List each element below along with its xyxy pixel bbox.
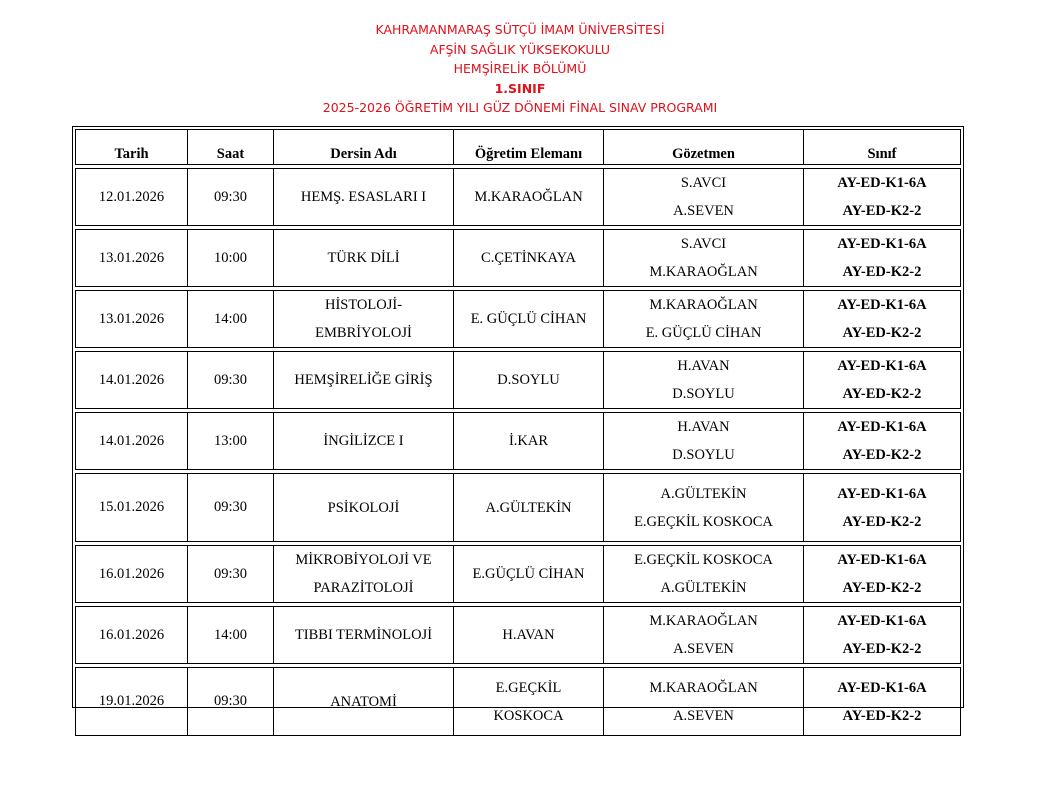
column-header-ogretim-elemani: Öğretim Elemanı (453, 129, 603, 165)
proctor-line: A.SEVEN (673, 203, 734, 219)
course-cell (273, 606, 453, 664)
instructor-cell (453, 229, 603, 287)
room-cell (803, 290, 961, 348)
date-cell: 12.01.2026 (75, 168, 187, 226)
time-cell: 14:00 (187, 606, 273, 664)
instructor-cell (453, 351, 603, 409)
department-name: HEMŞİRELİK BÖLÜMÜ (453, 61, 587, 76)
course-cell (273, 168, 453, 226)
time-cell: 09:30 (187, 545, 273, 603)
time-cell: 14:00 (187, 290, 273, 348)
room-cell (803, 351, 961, 409)
table-row (75, 351, 961, 409)
room-cell (803, 667, 961, 736)
date-cell: 13.01.2026 (75, 290, 187, 348)
room-cell (803, 229, 961, 287)
date-cell: 16.01.2026 (75, 545, 187, 603)
proctor-line: D.SOYLU (672, 447, 735, 463)
room-line: AY-ED-K2-2 (842, 386, 922, 402)
proctor-line: S.AVCI (680, 175, 727, 191)
exam-schedule-table-frame (72, 126, 964, 724)
instructor-line: C.ÇETİNKAYA (481, 250, 576, 266)
class-level: 1.SINIF (494, 80, 546, 96)
instructor-cell (453, 168, 603, 226)
proctor-line: E.GEÇKİL KOSKOCA (634, 513, 773, 530)
proctor-line: A.SEVEN (673, 641, 734, 657)
time-cell: 09:30 (187, 473, 273, 542)
room-line: AY-ED-K2-2 (842, 580, 922, 596)
proctor-line: A.GÜLTEKİN (660, 485, 747, 502)
column-header-sinif: Sınıf (803, 129, 961, 165)
instructor-cell (453, 545, 603, 603)
course-cell (273, 473, 453, 542)
proctor-line: M.KARAOĞLAN (649, 264, 758, 280)
school-name: AFŞİN SAĞLIK YÜKSEKOKULU (429, 41, 611, 57)
time-cell: 09:30 (187, 351, 273, 409)
room-cell (803, 168, 961, 226)
instructor-line: KOSKOCA (493, 707, 564, 724)
table-row (75, 606, 961, 664)
course-line: PSİKOLOJİ (327, 499, 400, 516)
room-line: AY-ED-K2-2 (842, 264, 922, 280)
proctor-line: M.KARAOĞLAN (649, 679, 758, 696)
course-cell (273, 351, 453, 409)
exam-schedule-table (75, 126, 961, 739)
time-cell: 09:30 (187, 168, 273, 226)
proctor-line: A.GÜLTEKİN (660, 580, 747, 596)
university-name: KAHRAMANMARAŞ SÜTÇÜ İMAM ÜNİVERSİTESİ (375, 22, 665, 37)
proctor-cell (603, 473, 803, 542)
proctor-cell (603, 229, 803, 287)
date-cell: 16.01.2026 (75, 606, 187, 664)
proctor-cell (603, 606, 803, 664)
proctor-line: A.SEVEN (673, 707, 734, 724)
course-cell (273, 412, 453, 470)
proctor-cell (603, 168, 803, 226)
time-cell: 09:30 (187, 667, 273, 736)
instructor-cell (453, 606, 603, 664)
room-cell (803, 545, 961, 603)
table-header-row (75, 129, 961, 165)
instructor-line: A.GÜLTEKİN (485, 499, 572, 516)
proctor-line: E. GÜÇLÜ CİHAN (645, 325, 762, 341)
proctor-cell (603, 667, 803, 736)
room-line: AY-ED-K1-6A (837, 419, 927, 435)
instructor-line: İ.KAR (508, 433, 549, 449)
proctor-line: M.KARAOĞLAN (649, 297, 758, 313)
room-line: AY-ED-K1-6A (837, 613, 927, 629)
table-row (75, 168, 961, 226)
course-line: EMBRİYOLOJİ (315, 325, 412, 341)
room-line: AY-ED-K2-2 (842, 641, 922, 657)
course-line: HİSTOLOJİ- (324, 297, 403, 313)
room-line: AY-ED-K1-6A (837, 552, 927, 568)
room-line: AY-ED-K2-2 (842, 203, 922, 219)
instructor-line: M.KARAOĞLAN (474, 189, 583, 205)
room-line: AY-ED-K2-2 (842, 447, 922, 463)
instructor-cell (453, 667, 603, 736)
table-row (75, 229, 961, 287)
instructor-cell (453, 412, 603, 470)
course-line: HEMŞ. ESASLARI I (300, 189, 427, 205)
table-row (75, 667, 961, 736)
date-cell: 19.01.2026 (75, 667, 187, 736)
instructor-cell (453, 290, 603, 348)
course-cell (273, 229, 453, 287)
course-line: MİKROBİYOLOJİ VE (295, 552, 432, 568)
proctor-line: D.SOYLU (672, 386, 735, 402)
proctor-line: H.AVAN (677, 419, 730, 435)
proctor-line: E.GEÇKİL KOSKOCA (634, 552, 773, 568)
course-cell (273, 667, 453, 736)
table-row (75, 545, 961, 603)
room-line: AY-ED-K1-6A (837, 358, 927, 374)
column-header-gozetmen: Gözetmen (603, 129, 803, 165)
table-row (75, 473, 961, 542)
column-header-tarih: Tarih (75, 129, 187, 165)
table-row (75, 412, 961, 470)
room-line: AY-ED-K2-2 (842, 707, 922, 724)
date-cell: 14.01.2026 (75, 412, 187, 470)
room-line: AY-ED-K2-2 (842, 513, 922, 530)
column-header-dersin-adi: Dersin Adı (273, 129, 453, 165)
date-cell: 13.01.2026 (75, 229, 187, 287)
instructor-cell (453, 473, 603, 542)
table-row (75, 290, 961, 348)
instructor-line: H.AVAN (502, 627, 555, 643)
date-cell: 14.01.2026 (75, 351, 187, 409)
room-cell (803, 606, 961, 664)
room-line: AY-ED-K1-6A (837, 485, 927, 502)
room-line: AY-ED-K1-6A (837, 679, 927, 696)
course-line: ANATOMİ (330, 693, 397, 710)
room-line: AY-ED-K2-2 (842, 325, 922, 341)
proctor-line: M.KARAOĞLAN (649, 613, 758, 629)
room-line: AY-ED-K1-6A (837, 236, 927, 252)
time-cell: 13:00 (187, 412, 273, 470)
proctor-cell (603, 412, 803, 470)
proctor-cell (603, 290, 803, 348)
program-title: 2025-2026 ÖĞRETİM YILI GÜZ DÖNEMİ FİNAL SINAV PROGRAMI (322, 100, 718, 115)
course-line: PARAZİTOLOJİ (313, 580, 414, 596)
course-cell (273, 545, 453, 603)
instructor-line: E. GÜÇLÜ CİHAN (470, 311, 587, 327)
document-header (0, 20, 1040, 118)
room-line: AY-ED-K1-6A (837, 297, 927, 313)
date-cell: 15.01.2026 (75, 473, 187, 542)
instructor-line: E.GEÇKİL (495, 679, 562, 696)
time-cell: 10:00 (187, 229, 273, 287)
course-line: TIBBI TERMİNOLOJİ (294, 627, 433, 643)
course-line: TÜRK DİLİ (327, 250, 400, 266)
course-cell (273, 290, 453, 348)
proctor-line: H.AVAN (677, 358, 730, 374)
room-cell (803, 412, 961, 470)
room-line: AY-ED-K1-6A (837, 175, 927, 191)
course-line: HEMŞİRELİĞE GİRİŞ (294, 372, 433, 388)
instructor-line: D.SOYLU (497, 372, 560, 388)
proctor-cell (603, 545, 803, 603)
proctor-line: S.AVCI (680, 236, 727, 252)
course-line: İNGİLİZCE I (323, 433, 404, 449)
proctor-cell (603, 351, 803, 409)
room-cell (803, 473, 961, 542)
instructor-line: E.GÜÇLÜ CİHAN (472, 566, 585, 582)
column-header-saat: Saat (187, 129, 273, 165)
